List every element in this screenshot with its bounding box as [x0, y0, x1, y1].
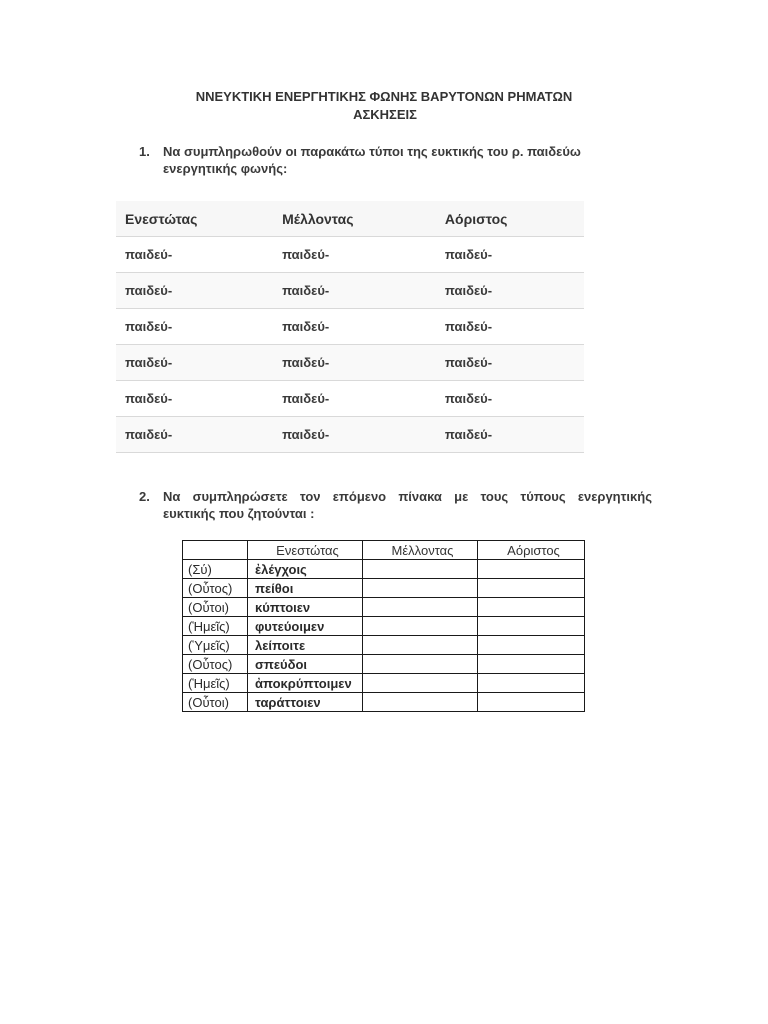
table-cell: παιδεύ-: [116, 309, 273, 345]
table-cell: παιδεύ-: [436, 345, 584, 381]
table-cell: παιδεύ-: [436, 237, 584, 273]
present-form-cell: ἀποκρύπτοιμεν: [248, 674, 363, 693]
table-cell: παιδεύ-: [436, 273, 584, 309]
column-header-present: Ενεστώτας: [248, 541, 363, 560]
optative-exercise-table: [182, 540, 585, 712]
table-row: [183, 617, 585, 636]
table-cell: παιδεύ-: [116, 345, 273, 381]
table-cell: παιδεύ-: [273, 381, 436, 417]
column-header-future: Μέλλοντας: [363, 541, 478, 560]
present-form-cell: ἐλέγχοις: [248, 560, 363, 579]
future-answer-cell: [363, 598, 478, 617]
table-row: [183, 693, 585, 712]
person-cell: (Οὗτοι): [183, 693, 248, 712]
title-line-1: ΝΝΕΥΚΤΙΚΗ ΕΝΕΡΓΗΤΙΚΗΣ ΦΩΝΗΣ ΒΑΡΥΤΟΝΩΝ ΡΗΜΑΤΩΝ: [195, 89, 573, 104]
question-2-line-1: Να συμπληρώσετε τον επόμενο πίνακα με τους τύπους ενεργητικής: [163, 489, 652, 504]
table-cell: παιδεύ-: [436, 381, 584, 417]
table-header-row: [116, 201, 584, 237]
table-row: [116, 237, 584, 273]
table-cell: παιδεύ-: [116, 417, 273, 453]
question-1-text: [163, 143, 623, 177]
table-row: [116, 345, 584, 381]
table-row: [183, 560, 585, 579]
person-cell: (Ἡμεῖς): [183, 674, 248, 693]
table-row: [116, 309, 584, 345]
aorist-answer-cell: [478, 636, 585, 655]
present-form-cell: πείθοι: [248, 579, 363, 598]
present-form-cell: φυτεύοιμεν: [248, 617, 363, 636]
table-cell: παιδεύ-: [436, 309, 584, 345]
table-cell: παιδεύ-: [116, 273, 273, 309]
future-answer-cell: [363, 655, 478, 674]
table-cell: παιδεύ-: [273, 345, 436, 381]
aorist-answer-cell: [478, 598, 585, 617]
future-answer-cell: [363, 674, 478, 693]
table-row: [116, 417, 584, 453]
future-answer-cell: [363, 579, 478, 598]
table-cell: παιδεύ-: [273, 417, 436, 453]
table-cell: παιδεύ-: [116, 237, 273, 273]
future-answer-cell: [363, 636, 478, 655]
aorist-answer-cell: [478, 674, 585, 693]
table-row: [183, 598, 585, 617]
person-cell: (Ὑμεῖς): [183, 636, 248, 655]
table-row: [116, 273, 584, 309]
table-row: [116, 381, 584, 417]
column-header-aorist: Αόριστος: [478, 541, 585, 560]
column-header-aorist: Αόριστος: [436, 201, 584, 237]
table-row: [183, 655, 585, 674]
table-row: [183, 674, 585, 693]
title-line-2: ΑΣΚΗΣΕΙΣ: [353, 107, 417, 122]
future-answer-cell: [363, 693, 478, 712]
aorist-answer-cell: [478, 693, 585, 712]
question-1-line-2: ενεργητικής φωνής:: [163, 161, 288, 176]
question-2-text: [163, 488, 652, 522]
table-row: [183, 636, 585, 655]
table-row: [183, 579, 585, 598]
present-form-cell: ταράττοιεν: [248, 693, 363, 712]
question-1-line-1: Να συμπληρωθούν οι παρακάτω τύποι της ευκτικής του ρ. παιδεύω: [163, 144, 581, 159]
present-form-cell: κύπτοιεν: [248, 598, 363, 617]
table-cell: παιδεύ-: [116, 381, 273, 417]
column-header-future: Μέλλοντας: [273, 201, 436, 237]
question-1-number: 1.: [139, 144, 150, 159]
question-2: [139, 488, 655, 528]
document-title: [0, 88, 768, 124]
aorist-answer-cell: [478, 655, 585, 674]
question-1: [139, 143, 639, 183]
table-cell: παιδεύ-: [273, 309, 436, 345]
person-cell: (Οὗτοι): [183, 598, 248, 617]
column-header-person: [183, 541, 248, 560]
aorist-answer-cell: [478, 560, 585, 579]
present-form-cell: λείποιτε: [248, 636, 363, 655]
future-answer-cell: [363, 560, 478, 579]
question-2-number: 2.: [139, 489, 150, 504]
future-answer-cell: [363, 617, 478, 636]
question-2-line-2: ευκτικής που ζητούνται :: [163, 506, 315, 521]
paideuo-conjugation-table: [116, 201, 584, 453]
person-cell: (Οὗτος): [183, 579, 248, 598]
person-cell: (Οὗτος): [183, 655, 248, 674]
person-cell: (Ἡμεῖς): [183, 617, 248, 636]
table-cell: παιδεύ-: [436, 417, 584, 453]
aorist-answer-cell: [478, 617, 585, 636]
table-cell: παιδεύ-: [273, 273, 436, 309]
person-cell: (Σύ): [183, 560, 248, 579]
column-header-present: Ενεστώτας: [116, 201, 273, 237]
table-cell: παιδεύ-: [273, 237, 436, 273]
present-form-cell: σπεύδοι: [248, 655, 363, 674]
aorist-answer-cell: [478, 579, 585, 598]
table-header-row: [183, 541, 585, 560]
